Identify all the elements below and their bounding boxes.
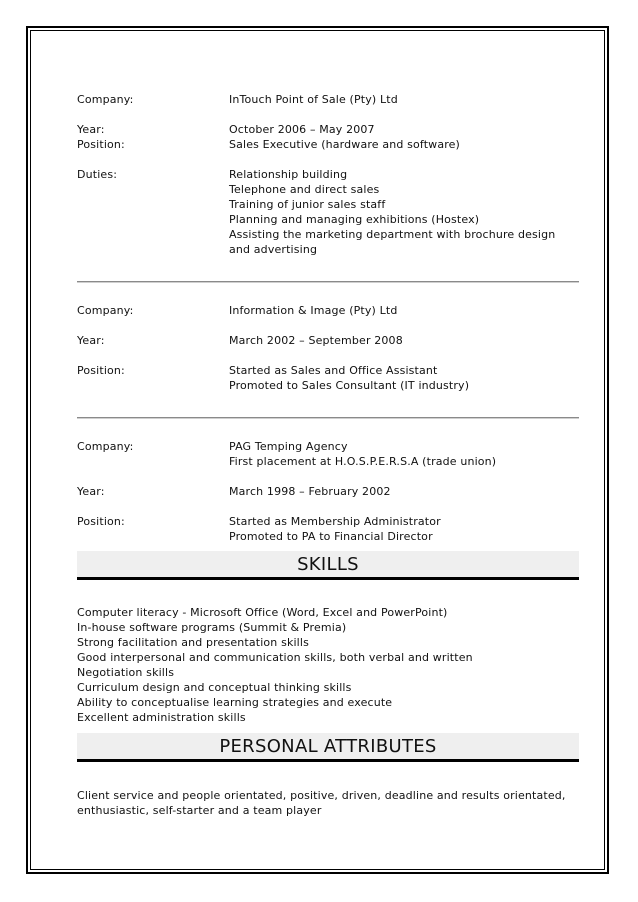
duties-row <box>77 167 579 257</box>
company-label: Company: <box>77 440 134 453</box>
duty-item: Training of junior sales staff <box>229 198 386 211</box>
skill-item: Computer literacy - Microsoft Office (Word, Excel and PowerPoint) <box>77 606 448 619</box>
year-label: Year: <box>77 485 105 498</box>
job-entry <box>77 439 579 544</box>
skill-item: Good interpersonal and communication skills, both verbal and written <box>77 651 473 664</box>
skill-item: Curriculum design and conceptual thinking skills <box>77 681 352 694</box>
resume-content <box>77 92 579 818</box>
attributes-line: Client service and people orientated, positive, driven, deadline and results orientated, <box>77 789 566 802</box>
position-value: Started as Membership Administrator <box>229 515 441 528</box>
position-label: Position: <box>77 364 125 377</box>
duty-item: Relationship building <box>229 168 348 181</box>
personal-attributes-heading: PERSONAL ATTRIBUTES <box>77 733 579 762</box>
company-name: InTouch Point of Sale (Pty) Ltd <box>229 93 398 106</box>
job-entry <box>77 303 579 393</box>
position-row <box>77 137 579 152</box>
duty-item: Telephone and direct sales <box>229 183 380 196</box>
skills-heading: SKILLS <box>77 551 579 580</box>
position-row <box>77 514 579 544</box>
skill-item: Negotiation skills <box>77 666 175 679</box>
position-label: Position: <box>77 138 125 151</box>
position-value: Sales Executive (hardware and software) <box>229 138 460 151</box>
company-row <box>77 92 579 107</box>
year-row <box>77 122 579 137</box>
year-row <box>77 333 579 348</box>
year-label: Year: <box>77 123 105 136</box>
personal-attributes-text <box>77 788 579 818</box>
year-value: March 2002 – September 2008 <box>229 334 403 347</box>
duties-label: Duties: <box>77 168 118 181</box>
duty-item: Planning and managing exhibitions (Hostex) <box>229 213 480 226</box>
company-row <box>77 303 579 318</box>
position-row <box>77 363 579 393</box>
company-name: Information & Image (Pty) Ltd <box>229 304 398 317</box>
company-name: PAG Temping Agency <box>229 440 348 453</box>
position-value: Started as Sales and Office Assistant <box>229 364 438 377</box>
job-entry <box>77 92 579 257</box>
year-row <box>77 484 579 499</box>
attributes-line: enthusiastic, self-starter and a team player <box>77 804 322 817</box>
skill-item: Excellent administration skills <box>77 711 246 724</box>
position-value: Promoted to PA to Financial Director <box>229 530 433 543</box>
skill-item: Ability to conceptualise learning strategies and execute <box>77 696 393 709</box>
company-label: Company: <box>77 304 134 317</box>
year-value: March 1998 – February 2002 <box>229 485 391 498</box>
year-label: Year: <box>77 334 105 347</box>
skill-item: In-house software programs (Summit & Premia) <box>77 621 347 634</box>
position-label: Position: <box>77 515 125 528</box>
company-label: Company: <box>77 93 134 106</box>
year-value: October 2006 – May 2007 <box>229 123 375 136</box>
company-row <box>77 439 579 469</box>
company-detail: First placement at H.O.S.P.E.R.S.A (trade union) <box>229 455 497 468</box>
skill-item: Strong facilitation and presentation skills <box>77 636 309 649</box>
duty-item: Assisting the marketing department with brochure design and advertising <box>229 228 556 256</box>
skills-list <box>77 605 579 725</box>
position-value: Promoted to Sales Consultant (IT industry) <box>229 379 470 392</box>
